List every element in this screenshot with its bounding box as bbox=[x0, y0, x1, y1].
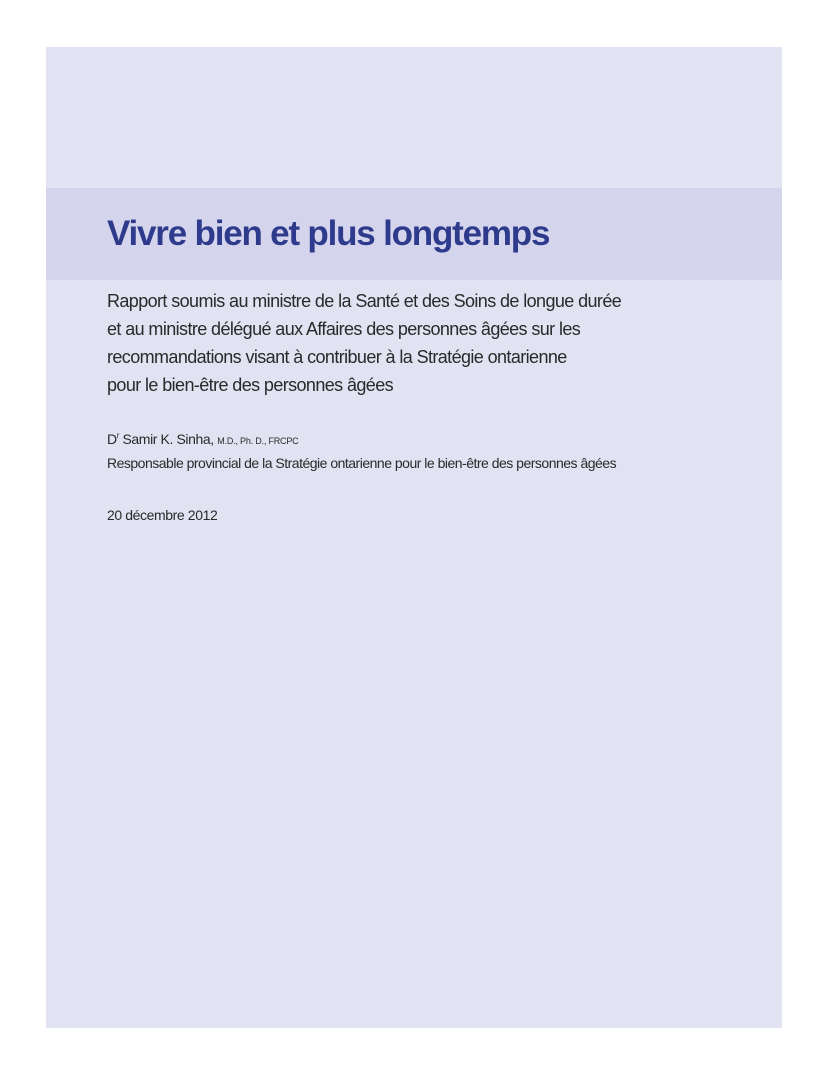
subtitle-line: Rapport soumis au ministre de la Santé et des Soins de longue durée bbox=[107, 291, 622, 311]
author-role: Responsable provincial de la Stratégie ontarienne pour le bien-être des personnes âgées bbox=[107, 455, 617, 471]
author-credentials: M.D., Ph. D., FRCPC bbox=[217, 436, 299, 446]
document-subtitle bbox=[107, 287, 707, 399]
title-band bbox=[46, 188, 782, 280]
author-name-line bbox=[107, 428, 757, 452]
subtitle-line: recommandations visant à contribuer à la Stratégie ontarienne bbox=[107, 347, 567, 367]
author-prefix: D bbox=[107, 431, 117, 447]
subtitle-line: pour le bien-être des personnes âgées bbox=[107, 375, 394, 395]
report-cover-page bbox=[46, 47, 782, 1028]
author-block bbox=[107, 428, 757, 474]
author-name: Samir K. Sinha, bbox=[122, 431, 214, 447]
subtitle-line: et au ministre délégué aux Affaires des personnes âgées sur les bbox=[107, 319, 581, 339]
author-prefix-superscript: r bbox=[116, 431, 119, 440]
document-title: Vivre bien et plus longtemps bbox=[107, 214, 550, 253]
document-date: 20 décembre 2012 bbox=[107, 507, 218, 523]
